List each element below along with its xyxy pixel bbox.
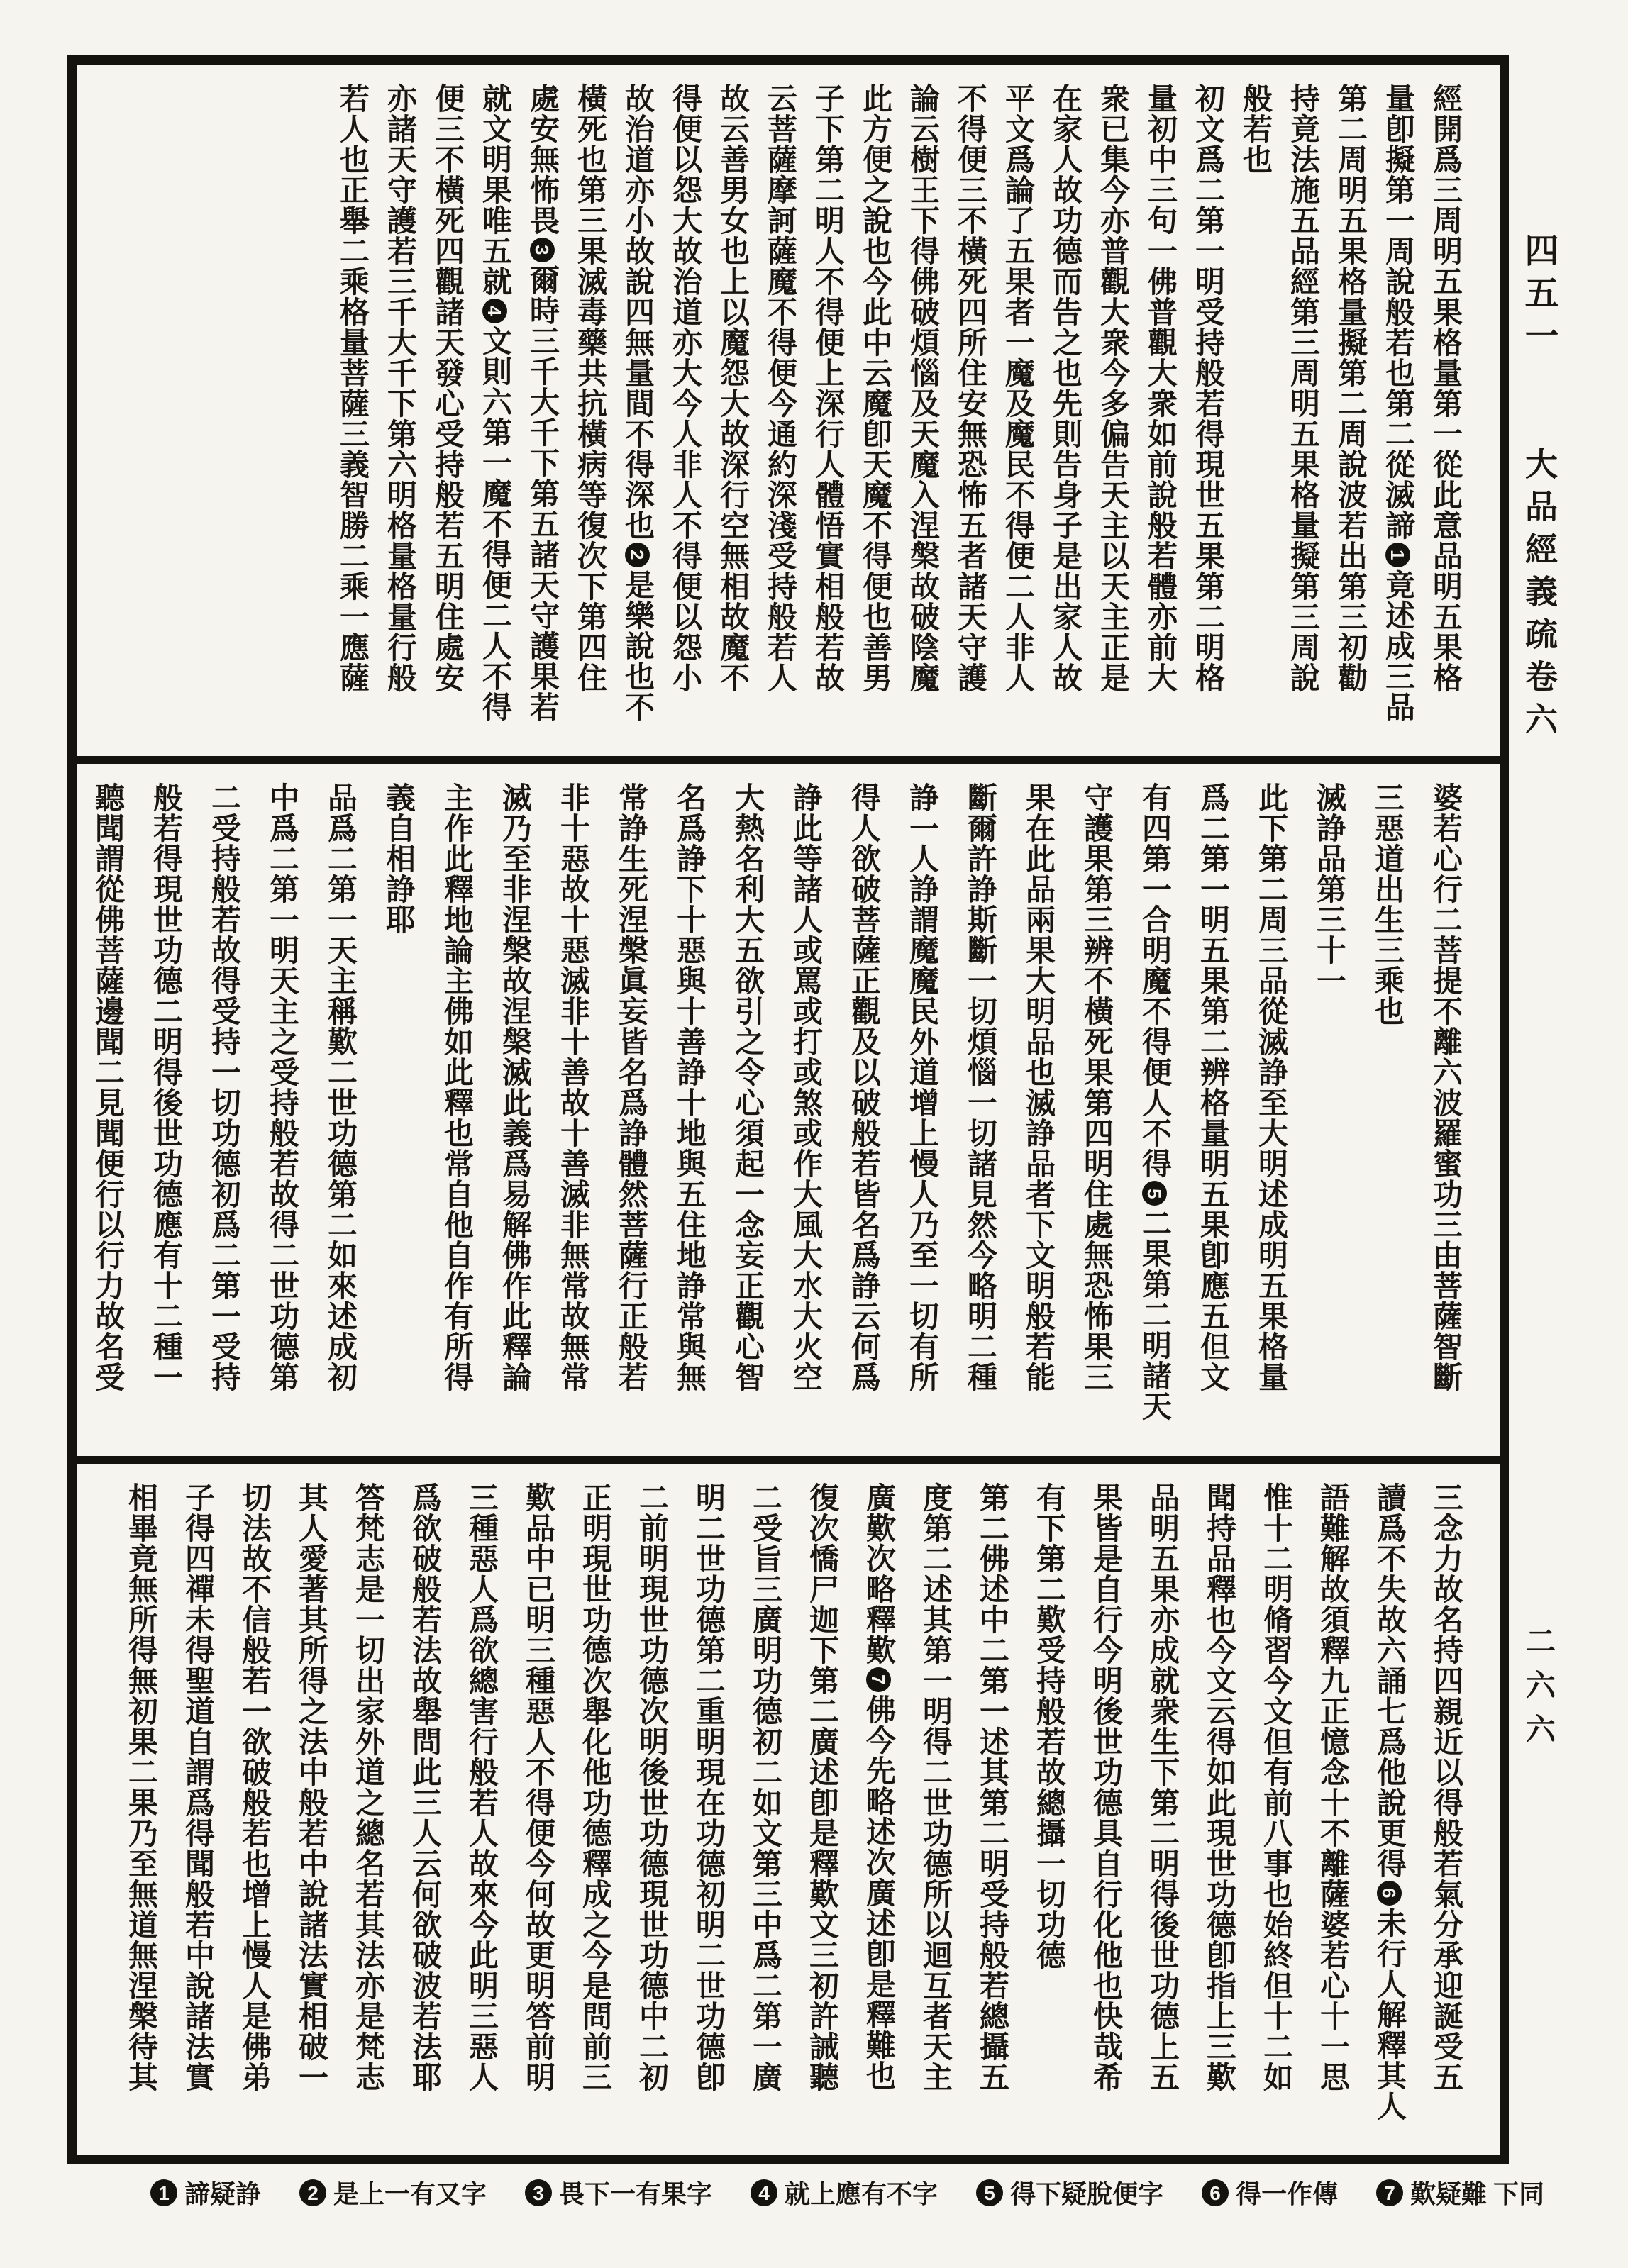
footnote-item (1202, 2174, 1338, 2211)
text-band-bottom (77, 1464, 1500, 2155)
text-column: 讀爲不失故六誦七爲他說更得6未行人解釋其人 (1373, 1482, 1405, 2121)
text-column: 諍一人諍謂魔魔民外道增上慢人乃至一切有所 (905, 782, 938, 1393)
text-column: 衆已集今亦普觀大衆今多偏告天主以天主正是 (1096, 83, 1129, 693)
text-column: 非十惡故十惡滅非十善故十善滅非無常故無常 (556, 782, 589, 1393)
footnote-item (299, 2174, 487, 2211)
text-column: 二前明現世功德次明後世功德現世功德中二初 (635, 1482, 668, 2092)
text-column: 故治道亦小故說四無量間不得深也2是樂說也不 (621, 83, 653, 722)
text-column: 三種惡人爲欲總害行般若人故來今此明三惡人 (465, 1482, 497, 2092)
text-column: 亦諸天守護若三千大千下第六明格量格量行般 (383, 83, 416, 693)
text-column: 二受持般若故得受持一切功德初爲二第一受持 (207, 782, 240, 1393)
text-column: 守護果第三辨不橫死果第四明住處無恐怖果三 (1080, 782, 1112, 1393)
footnote-item (751, 2174, 938, 2211)
text-column: 子下第二明人不得便上深行人體悟實相般若故 (811, 83, 843, 693)
text-column: 此方便之說也今此中云魔卽天魔不得便也善男 (858, 83, 891, 693)
text-column: 便三不橫死四觀諸天發心受持般若五明住處安 (431, 83, 463, 693)
text-column: 量初中三句一佛普觀大衆如前說般若體亦前大 (1144, 83, 1176, 693)
text-column: 子得四禪未得聖道自謂爲得聞般若中說諸法實 (181, 1482, 214, 2092)
text-column: 品爲二第一天主稱歎二世功德第二如來述成初 (323, 782, 356, 1393)
footnote-marker-6: 6 (1202, 2179, 1229, 2206)
footnote-text: 是上一有又字 (333, 2180, 487, 2208)
footnote-text: 歎疑難 下同 (1410, 2180, 1545, 2208)
footnote-text: 得下疑脫便字 (1010, 2180, 1164, 2208)
text-column: 答梵志是一切出家外道之總名若其法亦是梵志 (351, 1482, 384, 2092)
footnote-text: 得一作傳 (1236, 2180, 1339, 2208)
footnote-marker-6: 6 (1377, 1881, 1402, 1906)
text-column: 般若也 (1239, 83, 1271, 174)
text-column: 故云善男女也上以魔怨大故深行空無相故魔不 (716, 83, 748, 693)
text-column: 中爲二第一明天主之受持般若故得二世功德第 (265, 782, 298, 1393)
footnote-line (150, 2174, 1555, 2211)
text-band-top (77, 65, 1500, 756)
text-column: 滅諍品第三十一 (1312, 782, 1345, 996)
text-column: 在家人故功德而告之也先則告身子是出家人故 (1048, 83, 1081, 693)
text-column: 大熱名利大五欲引之令心須起一念妄正觀心智 (731, 782, 763, 1393)
footnote-marker-7: 7 (1376, 2179, 1403, 2206)
text-column: 得人欲破菩薩正觀及以破般若皆名爲諍云何爲 (847, 782, 880, 1393)
text-column: 就文明果唯五就4文則六第一魔不得便二人不得 (478, 83, 511, 722)
text-column: 婆若心行二菩提不離六波羅蜜功三由菩薩智斷 (1429, 782, 1461, 1393)
text-column: 經開爲三周明五果格量第一從此意品明五果格 (1429, 83, 1461, 693)
footnote-item (1376, 2174, 1544, 2211)
text-column: 語難解故須釋九正憶念十不離薩婆若心十一思 (1316, 1482, 1349, 2092)
text-column: 爲二第一明五果第二辨格量明五果卽應五但文 (1196, 782, 1229, 1393)
text-column: 持竟法施五品經第三周明五果格量擬第三周說 (1286, 83, 1319, 693)
band-divider (77, 1456, 1500, 1464)
text-column: 初文爲二第一明受持般若得現世五果第二明格 (1191, 83, 1224, 693)
text-column: 聽聞謂從佛菩薩邊聞二見聞便行以行力故名受 (91, 782, 123, 1393)
text-column: 明二世功德第二重明現在功德初明二世功德卽 (692, 1482, 724, 2092)
footnote-text: 畏下一有果字 (559, 2180, 713, 2208)
text-column: 爲欲破般若法故舉問此三人云何欲破波若法耶 (408, 1482, 441, 2092)
text-column: 歎品中已明三種惡人不得便今何故更明答前明 (521, 1482, 554, 2092)
footnote-marker-3: 3 (525, 2179, 552, 2206)
text-column: 其人愛著其所得之法中般若中說諸法實相破一 (294, 1482, 327, 2092)
text-column: 般若得現世功德二明得後世功德應有十二種一 (149, 782, 182, 1393)
text-column: 若人也正舉二乘格量菩薩三義智勝二乘一應薩 (336, 83, 368, 693)
text-column: 橫死也第三果滅毒藥共抗橫病等復次下第四住 (573, 83, 606, 693)
text-column: 論云樹王下得佛破煩惱及天魔入涅槃故破陰魔 (906, 83, 938, 693)
footnote-marker-1: 1 (1385, 543, 1410, 567)
text-column: 不得便三不橫死四所住安無恐怖五者諸天守護 (953, 83, 986, 693)
text-column: 有四第一合明魔不得便人不得5二果第二明諸天 (1138, 782, 1170, 1422)
text-column: 第二佛述中二第一述其第二明受持般若總攝五 (975, 1482, 1008, 2092)
folio-number-bottom: 二六六 (1522, 1625, 1554, 1757)
text-column: 正明現世功德次舉化他功德釋成之今是問前三 (578, 1482, 611, 2092)
text-column: 義自相諍耶 (382, 782, 414, 935)
footnote-item (150, 2174, 261, 2211)
footnote-item (976, 2174, 1163, 2211)
footnote-marker-4: 4 (751, 2179, 777, 2206)
text-frame (67, 55, 1509, 2164)
text-column: 有下第二歎受持般若故總攝一切功德 (1032, 1482, 1065, 1970)
text-column: 聞持品釋也今文云得如此現世功德卽指上三歎 (1202, 1482, 1235, 2092)
text-column: 品明五果亦成就衆生下第二明得後世功德上五 (1146, 1482, 1178, 2092)
text-column: 平文爲論了五果者一魔及魔民不得便二人非人 (1001, 83, 1034, 693)
footnote-marker-5: 5 (1142, 1181, 1167, 1206)
footnote-marker-4: 4 (482, 299, 507, 323)
text-column: 三惡道出生三乘也 (1370, 782, 1403, 1027)
volume-title: 大品經義疏卷六 (1521, 447, 1557, 745)
text-column: 度第二述其第一明得二世功德所以迴互者天主 (919, 1482, 951, 2092)
text-column: 切法故不信般若一欲破般若也增上慢人是佛弟 (238, 1482, 270, 2092)
footnote-marker-2: 2 (299, 2179, 326, 2206)
text-column: 諍此等諸人或罵或打或煞或作大風大水大火空 (789, 782, 821, 1393)
text-column: 復次憍尸迦下第二廣述卽是釋歎文三初許誡聽 (805, 1482, 838, 2092)
folio-number-top: 四五一 (1519, 233, 1557, 360)
footnote-text: 諦疑諍 (184, 2180, 262, 2208)
footnote-marker-1: 1 (150, 2179, 177, 2206)
text-column: 果在此品兩果大明品也滅諍品者下文明般若能 (1021, 782, 1054, 1393)
footnote-item (525, 2174, 712, 2211)
text-column: 主作此釋地論主佛如此釋也常自他自作有所得 (440, 782, 472, 1393)
text-column: 二受旨三廣明功德初二如文第三中爲二第一廣 (748, 1482, 781, 2092)
footnote-marker-3: 3 (530, 238, 555, 262)
text-column: 惟十二明脩習今文但有前八事也始終但十二如 (1259, 1482, 1292, 2092)
text-column: 云菩薩摩訶薩魔不得便今通約深淺受持般若人 (763, 83, 796, 693)
footnote-marker-5: 5 (976, 2179, 1003, 2206)
text-column: 處安無怖畏3爾時三千大千下第五諸天守護果若 (526, 83, 558, 722)
text-column: 得便以怨大故治道亦大今人非人不得便以怨小 (668, 83, 701, 693)
text-column: 第二周明五果格量擬第二周說波若出第三初勸 (1334, 83, 1366, 693)
text-column: 三念力故名持四親近以得般若氣分承迎誕受五 (1429, 1482, 1462, 2092)
footnote-marker-2: 2 (625, 543, 650, 567)
footnote-text: 就上應有不字 (785, 2180, 938, 2208)
text-column: 常諍生死涅槃眞妄皆名爲諍體然菩薩行正般若 (614, 782, 647, 1393)
text-band-middle (77, 764, 1500, 1455)
text-column: 此下第二周三品從滅諍至大明述成明五果格量 (1254, 782, 1287, 1393)
text-column: 斷爾許諍斯斷一切煩惱一切諸見然今略明二種 (963, 782, 996, 1393)
text-column: 量卽擬第一周說般若也第二從滅諦1竟述成三品 (1381, 83, 1414, 722)
text-column: 廣歎次略釋歎7佛今先略述次廣述卽是釋難也 (862, 1482, 895, 2091)
text-column: 名爲諍下十惡與十善諍十地與五住地諍常與無 (672, 782, 705, 1393)
text-column: 果皆是自行今明後世功德具自行化他也快哉希 (1089, 1482, 1122, 2092)
band-divider (77, 756, 1500, 764)
text-column: 滅乃至非涅槃故涅槃滅此義爲易解佛作此釋論 (498, 782, 531, 1393)
text-column: 相畢竟無所得無初果二果乃至無道無涅槃待其 (124, 1482, 157, 2092)
footnote-marker-7: 7 (866, 1667, 891, 1692)
